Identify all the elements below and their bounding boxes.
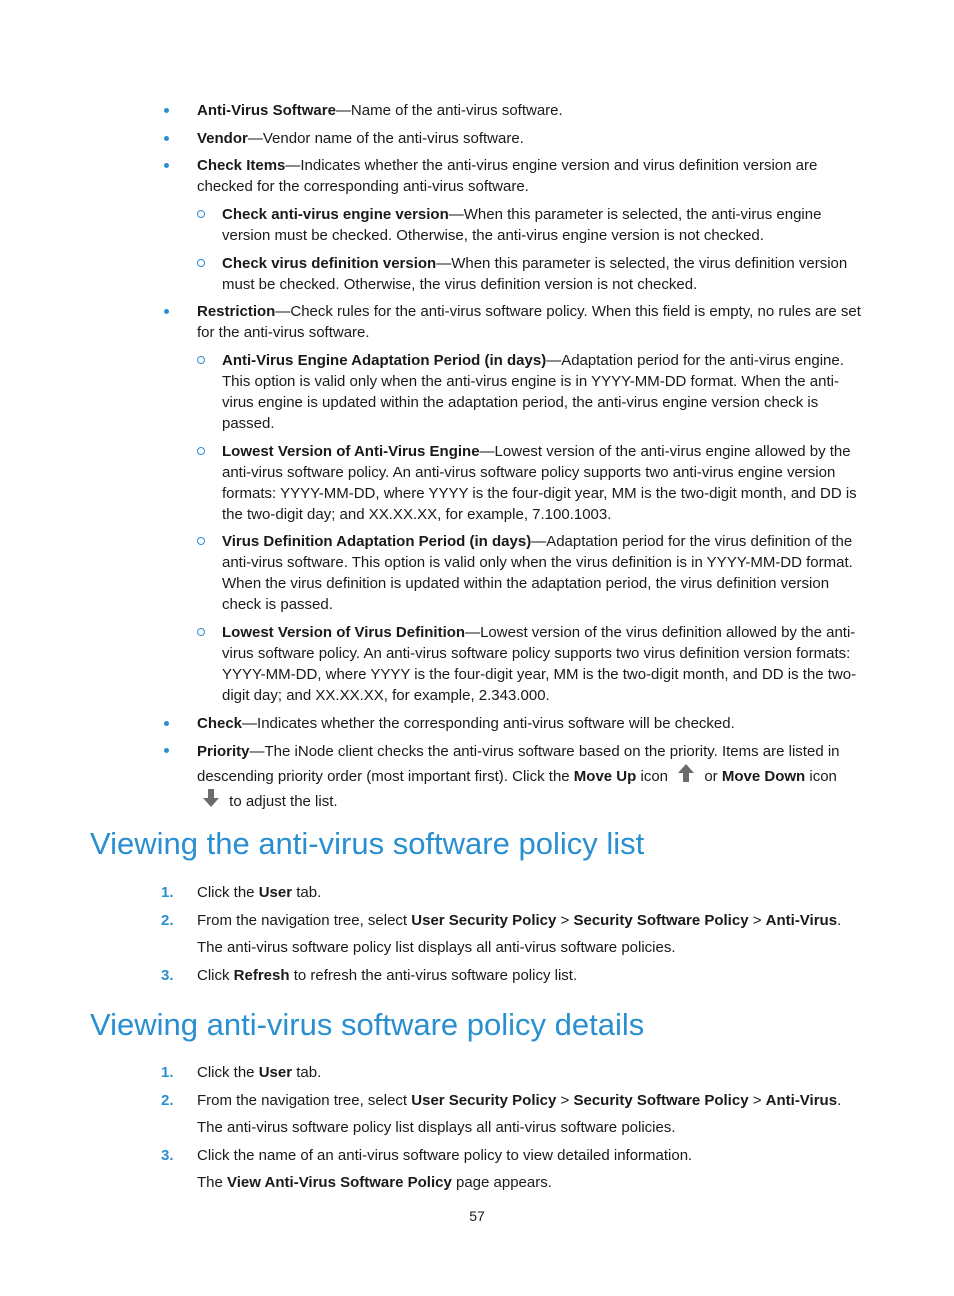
step-item: 3. Click the name of an anti-virus software policy to view detailed information. — [161, 1147, 693, 1164]
sub-list-item: Lowest Version of Anti-Virus Engine—Lowest version of the anti-virus engine allowed by the anti-virus software policy. An anti-virus software policy supports two anti-virus engine version formats: YYYY-MM-DD, where YYYY is the four-digit year, MM is the two-digit month, and DD is the two-digit day; and XX.XX.XX, for example, 7.100.1003. — [222, 441, 867, 525]
section-heading: Viewing anti-virus software policy details — [90, 1007, 645, 1042]
section-heading: Viewing the anti-virus software policy list — [90, 826, 645, 861]
list-item: Check—Indicates whether the corresponding anti-virus software will be checked. — [197, 713, 867, 734]
sub-list-item: Virus Definition Adaptation Period (in days)—Adaptation period for the virus definition of the anti-virus software. This option is valid only when the virus definition is in YYYY-MM-DD format. When the virus definition is updated within the adaptation period, the virus definition version check is passed. — [222, 531, 867, 615]
sub-list-item: Lowest Version of Virus Definition—Lowest version of the virus definition allowed by the anti-virus software policy. An anti-virus software policy supports two virus definition version formats: YYYY-MM-DD, where YYYY is the four-digit year, MM is the two-digit month, and DD is the two-digit day; and XX.XX.XX, for example, 2.343.000. — [222, 622, 867, 706]
step-note: The anti-virus software policy list displays all anti-virus software policies. — [197, 1119, 676, 1136]
step-item: 1. Click the User tab. — [161, 1064, 322, 1081]
arrow-down-icon — [201, 788, 221, 808]
list-item: Anti-Virus Software—Name of the anti-virus software. — [197, 100, 867, 121]
step-item: 3. Click Refresh to refresh the anti-virus software policy list. — [161, 967, 578, 984]
step-item: 2. From the navigation tree, select User Security Policy > Security Software Policy > Anti-Virus. — [161, 1092, 842, 1109]
sub-list-item: Check virus definition version—When this parameter is selected, the virus definition version must be checked. Otherwise, the virus definition version is not checked. — [222, 253, 867, 295]
page-number: 57 — [469, 1208, 485, 1224]
list-item: Vendor—Vendor name of the anti-virus software. — [197, 128, 867, 149]
arrow-up-icon — [676, 763, 696, 783]
sub-list-item: Anti-Virus Engine Adaptation Period (in days)—Adaptation period for the anti-virus engine. This option is valid only when the anti-virus engine is in YYYY-MM-DD format. When the anti-virus engine is updated within the adaptation period, the anti-virus engine version check is passed. — [222, 350, 867, 434]
list-item: Restriction—Check rules for the anti-virus software policy. When this field is empty, no rules are set for the anti-virus software. — [197, 301, 867, 343]
list-item: Check Items—Indicates whether the anti-virus engine version and virus definition version are checked for the corresponding anti-virus software. — [197, 155, 867, 197]
step-note: The anti-virus software policy list displays all anti-virus software policies. — [197, 939, 676, 956]
step-item: 2. From the navigation tree, select User Security Policy > Security Software Policy > Anti-Virus. — [161, 912, 842, 929]
step-item: 1. Click the User tab. — [161, 884, 322, 901]
step-note: The View Anti-Virus Software Policy page appears. — [197, 1174, 552, 1191]
list-item-priority: Priority—The iNode client checks the anti-virus software based on the priority. Items are listed in descending priority order (most important first). Click the Move Up icon or Move Down icon to adjust the list. — [197, 740, 867, 813]
sub-list-item: Check anti-virus engine version—When this parameter is selected, the anti-virus engine version must be checked. Otherwise, the anti-virus engine version is not checked. — [222, 204, 867, 246]
